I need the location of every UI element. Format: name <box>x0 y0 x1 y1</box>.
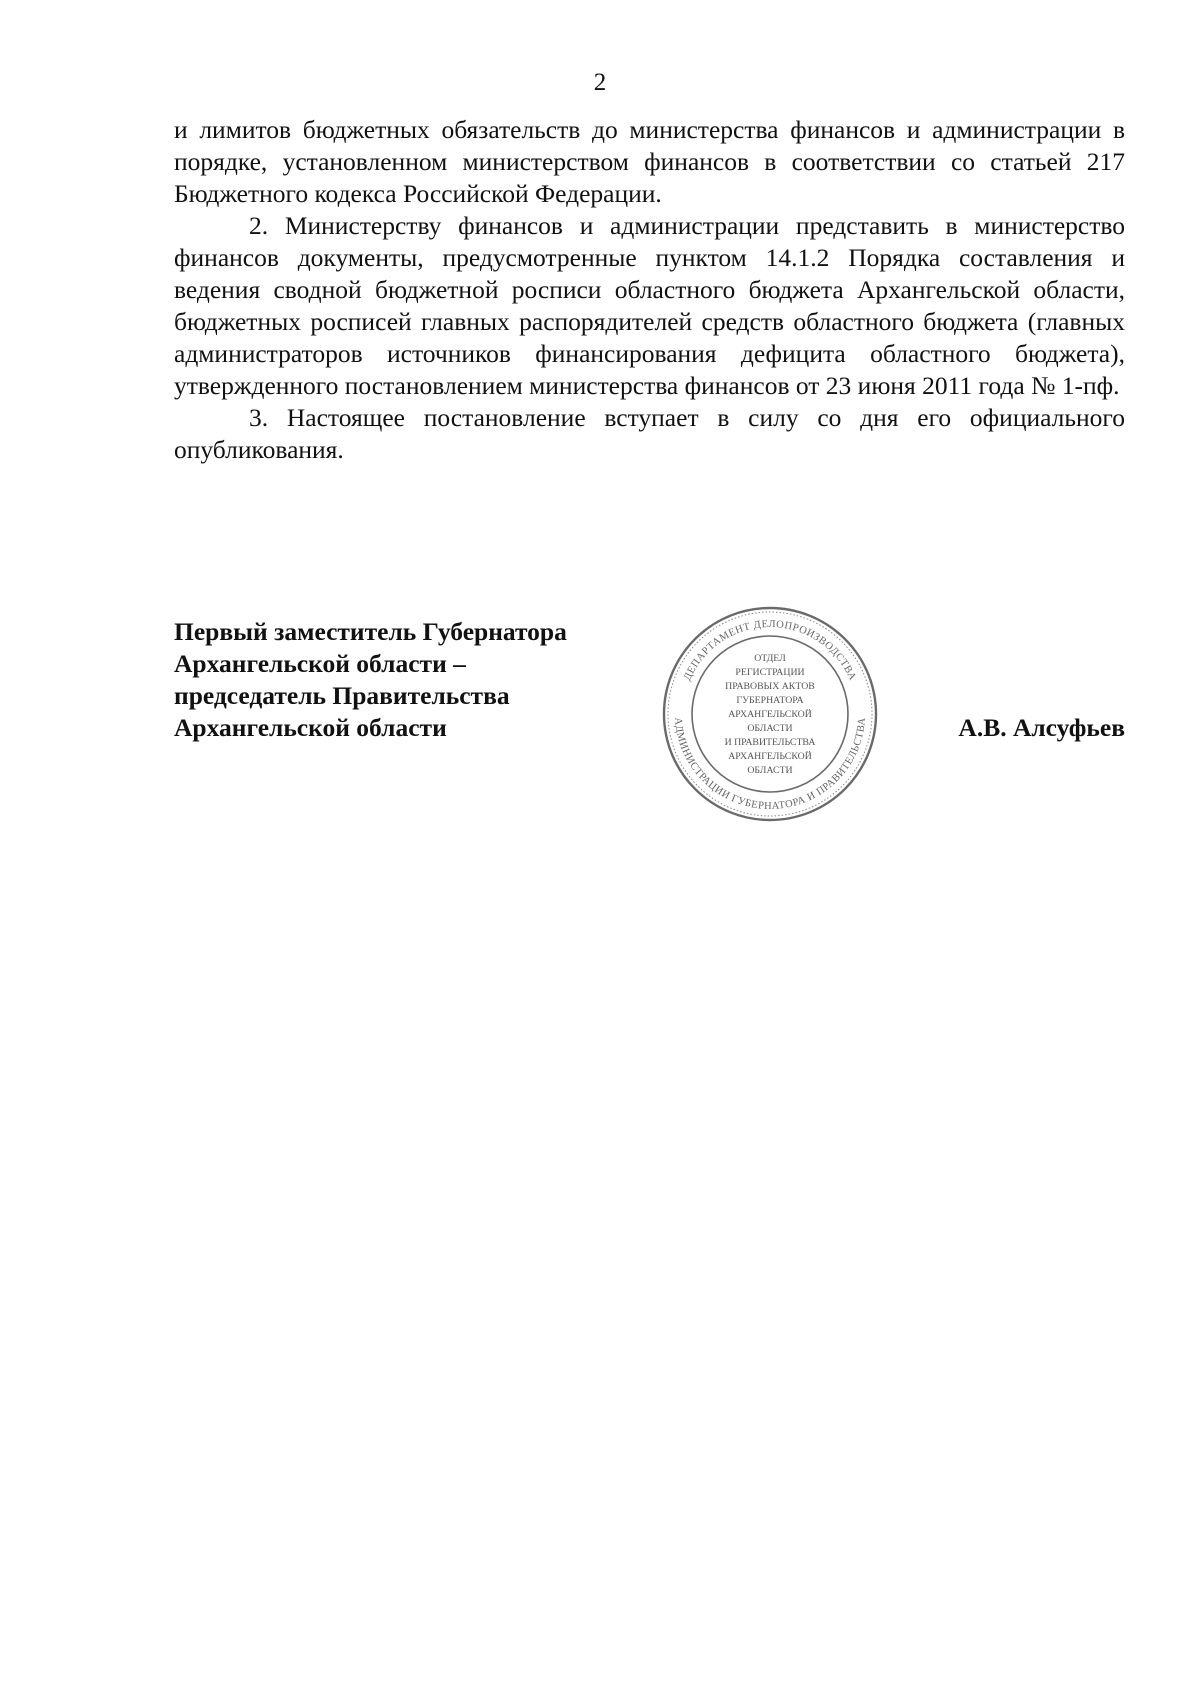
signatory-line: председатель Правительства <box>174 681 510 710</box>
seal-inner-line: ПРАВОВЫХ АКТОВ <box>725 681 815 692</box>
official-seal-stamp <box>661 605 879 823</box>
seal-inner-line: ОБЛАСТИ <box>747 765 793 776</box>
paragraph-item-3: 3. Настоящее постановление вступает в силу со дня его официального опубликования. <box>174 403 1125 464</box>
seal-graphic <box>661 605 879 823</box>
seal-inner-line: ОБЛАСТИ <box>747 723 793 734</box>
seal-inner-text <box>725 653 816 776</box>
seal-inner-line: РЕГИСТРАЦИИ <box>735 667 805 678</box>
paragraph-item-2: 2. Министерству финансов и администрации представить в министерство финансов документы, предусмотренные пунктом 14.1.2 Порядка составления и ведения сводной бюджетной росписи областного бюджета Архангельской области, бюджетных росписей главных распорядителей средств областного бюджета (главных администраторов источников финансирования дефицита областного бюджета), утвержденного постановлением министерства финансов от 23 июня 2011 года № 1-пф. <box>174 211 1125 400</box>
seal-ring-text-bottom: АДМИНИСТРАЦИИ ГУБЕРНАТОРА И ПРАВИТЕЛЬСТВА <box>671 716 869 813</box>
signatory-line: Архангельской области <box>174 713 447 742</box>
page-number: 2 <box>593 69 607 96</box>
signatory-line: Первый заместитель Губернатора <box>174 617 567 646</box>
document-body <box>174 114 1125 466</box>
seal-inner-line: ГУБЕРНАТОРА <box>736 695 804 706</box>
seal-inner-line: АРХАНГЕЛЬСКОЙ <box>728 709 812 720</box>
seal-inner-line: АРХАНГЕЛЬСКОЙ <box>728 751 812 762</box>
signatory-line: Архангельской области – <box>174 649 466 678</box>
signer-name: А.В. Алсуфьев <box>958 713 1125 742</box>
signatory-position <box>174 616 644 744</box>
paragraph-continuation: и лимитов бюджетных обязательств до министерства финансов и администрации в порядке, установленном министерством финансов в соответствии со статьей 217 Бюджетного кодекса Российской Федерации. <box>174 115 1125 208</box>
seal-ring-text-top: ДЕПАРТАМЕНТ ДЕЛОПРОИЗВОДСТВА <box>682 618 858 683</box>
seal-inner-line: И ПРАВИТЕЛЬСТВА <box>724 737 816 748</box>
seal-inner-line: ОТДЕЛ <box>754 653 786 664</box>
